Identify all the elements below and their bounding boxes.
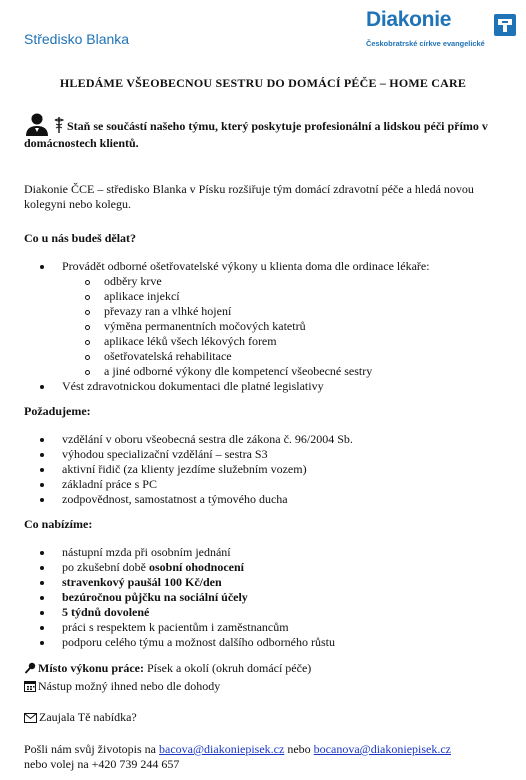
contact-line bbox=[24, 742, 514, 757]
logo-subtitle: Českobratrské církve evangelické bbox=[366, 39, 485, 48]
email-link-bocanova[interactable]: bocanova@diakoniepisek.cz bbox=[313, 742, 452, 756]
envelope-icon bbox=[24, 713, 37, 723]
phone-line: nebo volej na +420 739 244 657 bbox=[24, 757, 180, 771]
work-place-line bbox=[24, 661, 514, 676]
requirements-list bbox=[38, 432, 518, 507]
list-item bbox=[38, 259, 518, 379]
interest-line bbox=[24, 710, 514, 725]
start-date-text: Nástup možný ihned nebo dle dohody bbox=[38, 679, 221, 693]
offer-highlight: osobní ohodnocení bbox=[148, 560, 245, 574]
duty-main-text: Provádět odborné ošetřovatelské výkony u klienta doma dle ordinace lékaře: bbox=[62, 259, 430, 273]
sub-list-item: aplikace léků všech lékových forem bbox=[84, 334, 518, 349]
location-pin-icon bbox=[24, 662, 36, 674]
offer-heading: Co nabízíme: bbox=[24, 517, 93, 531]
interest-text: Zaujala Tě nabídka? bbox=[39, 710, 137, 724]
contact-text: Pošli nám svůj životopis na bbox=[24, 742, 156, 756]
list-item: stravenkový paušál 100 Kč/den bbox=[38, 575, 518, 590]
diakonie-cross-icon bbox=[494, 14, 516, 36]
list-item: bezúročnou půjčku na sociální účely bbox=[38, 590, 518, 605]
offer-text: po zkušební době bbox=[62, 560, 149, 574]
intro-sentence: Staň se součástí našeho týmu, který poskytuje profesionální a lidskou péči přímo v domácnostech klientů. bbox=[24, 119, 488, 150]
diakonie-logo bbox=[366, 8, 516, 52]
list-item: aktivní řidič (za klienty jezdíme služebním vozem) bbox=[38, 462, 518, 477]
contact-conjunction: nebo bbox=[287, 742, 311, 756]
intro-paragraph: Diakonie ČCE – středisko Blanka v Písku rozšiřuje tým domácí zdravotní péče a hledá novou kolegyni nebo kolegu. bbox=[24, 182, 474, 211]
requirements-heading: Požadujeme: bbox=[24, 404, 91, 418]
list-item: práci s respektem k pacientům i zaměstnancům bbox=[38, 620, 518, 635]
page-title: HLEDÁME VŠEOBECNOU SESTRU DO DOMÁCÍ PÉČE – HOME CARE bbox=[59, 76, 467, 90]
duties-heading: Co u nás budeš dělat? bbox=[24, 231, 137, 245]
center-name: Středisko Blanka bbox=[24, 31, 130, 47]
list-item bbox=[38, 560, 518, 575]
list-item: vzdělání v oboru všeobecná sestra dle zákona č. 96/2004 Sb. bbox=[38, 432, 518, 447]
list-item: základní práce s PC bbox=[38, 477, 518, 492]
sub-list-item: odběry krve bbox=[84, 274, 518, 289]
list-item: výhodou specializační vzdělání – sestra S3 bbox=[38, 447, 518, 462]
sub-list-item: výměna permanentních močových katetrů bbox=[84, 319, 518, 334]
duties-list bbox=[38, 259, 518, 394]
list-item: nástupní mzda při osobním jednání bbox=[38, 545, 518, 560]
email-link-bacova[interactable]: bacova@diakoniepisek.cz bbox=[159, 742, 285, 756]
sub-list-item: převazy ran a vlhké hojení bbox=[84, 304, 518, 319]
list-item: podporu celého týmu a možnost dalšího odborného růstu bbox=[38, 635, 518, 650]
sub-list-item: ošetřovatelská rehabilitace bbox=[84, 349, 518, 364]
logo-wordmark: Diakonie bbox=[366, 8, 452, 31]
caduceus-icon bbox=[53, 116, 65, 134]
sub-list-item: aplikace injekcí bbox=[84, 289, 518, 304]
offer-list bbox=[38, 545, 518, 650]
work-place-value: Písek a okolí (okruh domácí péče) bbox=[147, 661, 312, 675]
duty-sublist bbox=[62, 274, 518, 379]
list-item: Vést zdravotnickou dokumentaci dle platné legislativy bbox=[38, 379, 518, 394]
sub-list-item: a jiné odborné výkony dle kompetencí všeobecné sestry bbox=[84, 364, 518, 379]
start-date-line bbox=[24, 679, 514, 694]
nurse-person-icon bbox=[24, 112, 50, 136]
list-item: 5 týdnů dovolené bbox=[38, 605, 518, 620]
intro-text bbox=[24, 112, 514, 151]
calendar-icon bbox=[24, 680, 36, 692]
work-place-label: Místo výkonu práce: bbox=[38, 661, 144, 675]
list-item: zodpovědnost, samostatnost a týmového ducha bbox=[38, 492, 518, 507]
